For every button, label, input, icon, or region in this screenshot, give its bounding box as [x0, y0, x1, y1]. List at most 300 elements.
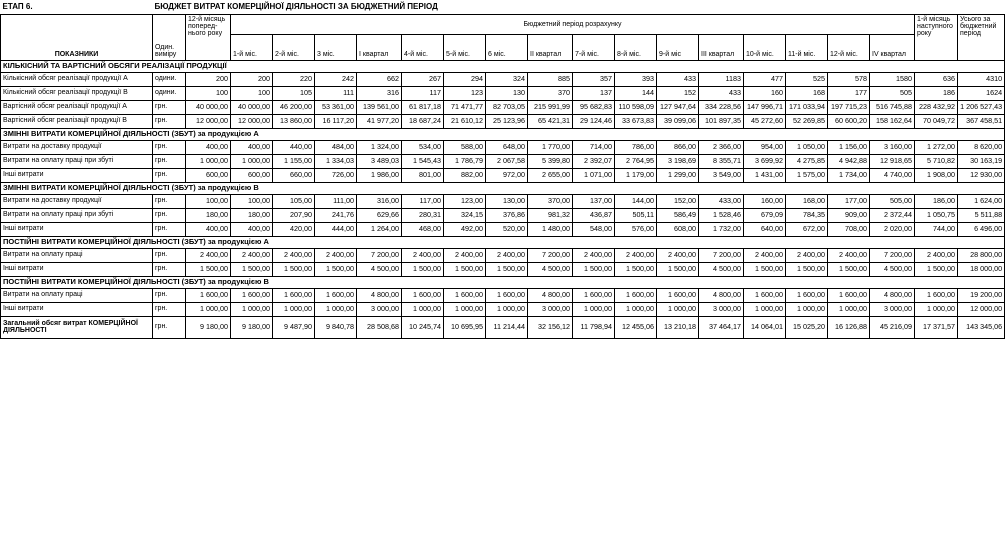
- row-value-4: 61 817,18: [402, 100, 444, 114]
- row-value-15: 505: [870, 86, 915, 100]
- row-value-5: 123: [444, 86, 486, 100]
- row-value-12: 640,00: [744, 222, 786, 236]
- row-value-14: 60 600,20: [828, 114, 870, 128]
- row-value-7: 1 480,00: [528, 222, 573, 236]
- row-unit: грн.: [153, 100, 186, 114]
- row-value-15: 3 000,00: [870, 302, 915, 316]
- row-value-15: 2 020,00: [870, 222, 915, 236]
- row-value-2: 241,76: [315, 208, 357, 222]
- grand-total-total-value: 143 345,06: [958, 316, 1005, 338]
- grand-total-value-6: 11 214,44: [486, 316, 528, 338]
- grand-total-unit: грн.: [153, 316, 186, 338]
- row-value-14: 197 715,23: [828, 100, 870, 114]
- row-value-10: 3 198,69: [657, 154, 699, 168]
- row-value-4: 801,00: [402, 168, 444, 182]
- row-value-1: 207,90: [273, 208, 315, 222]
- grand-total-value-9: 12 455,06: [615, 316, 657, 338]
- row-value-7: 885: [528, 72, 573, 86]
- row-value-1: 660,00: [273, 168, 315, 182]
- row-label: Витрати на оплату праці при збуті: [1, 208, 153, 222]
- section-header-row: [1, 60, 1005, 72]
- row-value-4: 1 600,00: [402, 288, 444, 302]
- row-value-13: 52 269,85: [786, 114, 828, 128]
- grand-total-value-15: 45 216,09: [870, 316, 915, 338]
- row-value-8: 95 682,83: [573, 100, 615, 114]
- row-value-0: 200: [231, 72, 273, 86]
- row-value-6: 1 000,00: [486, 302, 528, 316]
- header-period-15: IV квартал: [870, 35, 915, 60]
- row-total-value: 4310: [958, 72, 1005, 86]
- row-total-value: 8 620,00: [958, 140, 1005, 154]
- row-value-5: 1 000,00: [444, 302, 486, 316]
- row-value-10: 586,49: [657, 208, 699, 222]
- row-value-8: 357: [573, 72, 615, 86]
- row-value-2: 111,00: [315, 194, 357, 208]
- row-value-9: 1 600,00: [615, 288, 657, 302]
- row-value-0: 1 000,00: [231, 302, 273, 316]
- row-value-9: 1 500,00: [615, 262, 657, 276]
- row-value-1: 1 155,00: [273, 154, 315, 168]
- row-label: Інші витрати: [1, 168, 153, 182]
- row-value-3: 139 561,00: [357, 100, 402, 114]
- title-row: [1, 0, 1005, 14]
- title-stage: ЕТАП 6.: [2, 1, 33, 11]
- row-unit: грн.: [153, 154, 186, 168]
- row-prev-year-value: 40 000,00: [186, 100, 231, 114]
- row-total-value: 30 163,19: [958, 154, 1005, 168]
- row-value-14: 177: [828, 86, 870, 100]
- grand-total-label: [1, 316, 153, 338]
- row-value-10: 433: [657, 72, 699, 86]
- header-next-line2: наступного: [917, 22, 953, 30]
- row-label: Витрати на доставку продукції: [1, 140, 153, 154]
- row-value-11: 4 500,00: [699, 262, 744, 276]
- row-value-8: 2 392,07: [573, 154, 615, 168]
- section-header-row: [1, 276, 1005, 288]
- row-next-year-value: 1 050,75: [915, 208, 958, 222]
- row-value-5: 1 600,00: [444, 288, 486, 302]
- section-title: ЗМІННІ ВИТРАТИ КОМЕРЦІЙНОЇ ДІЯЛЬНОСТІ (ЗБУТ) за продукцією В: [1, 182, 1005, 194]
- row-value-12: 45 272,60: [744, 114, 786, 128]
- row-value-4: 2 400,00: [402, 248, 444, 262]
- row-value-9: 144: [615, 86, 657, 100]
- row-value-4: 534,00: [402, 140, 444, 154]
- row-value-3: 3 489,03: [357, 154, 402, 168]
- row-value-6: 1 600,00: [486, 288, 528, 302]
- row-prev-year-value: 12 000,00: [186, 114, 231, 128]
- row-value-0: 1 600,00: [231, 288, 273, 302]
- row-value-3: 7 200,00: [357, 248, 402, 262]
- row-value-15: 4 500,00: [870, 262, 915, 276]
- row-value-13: 2 400,00: [786, 248, 828, 262]
- row-value-5: 294: [444, 72, 486, 86]
- row-total-value: 1 206 527,43: [958, 100, 1005, 114]
- row-value-7: 370,00: [528, 194, 573, 208]
- row-value-12: 147 996,71: [744, 100, 786, 114]
- header-row-top: [1, 14, 1005, 35]
- row-value-8: 137: [573, 86, 615, 100]
- row-prev-year-value: 400,00: [186, 222, 231, 236]
- table-row: [1, 140, 1005, 154]
- row-next-year-value: 1 908,00: [915, 168, 958, 182]
- row-value-14: 1 734,00: [828, 168, 870, 182]
- table-row: [1, 194, 1005, 208]
- header-period-7: II квартал: [528, 35, 573, 60]
- header-period-14: 12-й міс.: [828, 35, 870, 60]
- row-prev-year-value: 200: [186, 72, 231, 86]
- row-value-9: 2 400,00: [615, 248, 657, 262]
- table-row: [1, 262, 1005, 276]
- row-value-7: 981,32: [528, 208, 573, 222]
- row-value-1: 2 400,00: [273, 248, 315, 262]
- row-value-11: 1 528,46: [699, 208, 744, 222]
- row-unit: грн.: [153, 194, 186, 208]
- row-value-10: 2 400,00: [657, 248, 699, 262]
- row-label: Витрати на оплату праці при збуті: [1, 154, 153, 168]
- row-value-3: 1 986,00: [357, 168, 402, 182]
- row-value-10: 1 000,00: [657, 302, 699, 316]
- row-prev-year-value: 1 000,00: [186, 154, 231, 168]
- row-value-8: 2 400,00: [573, 248, 615, 262]
- row-value-2: 484,00: [315, 140, 357, 154]
- header-next-line3: року: [917, 30, 932, 38]
- row-value-0: 600,00: [231, 168, 273, 182]
- header-unit-line1: Один.: [155, 43, 175, 51]
- row-next-year-value: 1 000,00: [915, 302, 958, 316]
- row-prev-year-value: 2 400,00: [186, 248, 231, 262]
- row-value-11: 3 000,00: [699, 302, 744, 316]
- row-next-year-value: 636: [915, 72, 958, 86]
- row-value-11: 433: [699, 86, 744, 100]
- row-value-13: 1 050,00: [786, 140, 828, 154]
- row-total-value: 19 200,00: [958, 288, 1005, 302]
- row-value-12: 1 500,00: [744, 262, 786, 276]
- row-value-1: 1 500,00: [273, 262, 315, 276]
- row-value-5: 21 610,12: [444, 114, 486, 128]
- row-value-5: 588,00: [444, 140, 486, 154]
- row-unit: грн.: [153, 208, 186, 222]
- row-prev-year-value: 100: [186, 86, 231, 100]
- row-value-2: 726,00: [315, 168, 357, 182]
- row-value-7: 215 991,99: [528, 100, 573, 114]
- row-value-7: 65 421,31: [528, 114, 573, 128]
- row-total-value: 1624: [958, 86, 1005, 100]
- row-value-6: 520,00: [486, 222, 528, 236]
- row-value-2: 2 400,00: [315, 248, 357, 262]
- row-value-15: 7 200,00: [870, 248, 915, 262]
- table-row: [1, 222, 1005, 236]
- row-value-15: 12 918,65: [870, 154, 915, 168]
- table-row: [1, 208, 1005, 222]
- row-value-2: 1 334,03: [315, 154, 357, 168]
- row-value-11: 8 355,71: [699, 154, 744, 168]
- row-label: Витрати на оплату праці: [1, 248, 153, 262]
- header-prev-line1: 12-й місяць: [188, 15, 226, 23]
- row-value-12: 160,00: [744, 194, 786, 208]
- row-value-11: 1183: [699, 72, 744, 86]
- row-total-value: 12 930,00: [958, 168, 1005, 182]
- row-value-5: 2 400,00: [444, 248, 486, 262]
- row-total-value: 5 511,88: [958, 208, 1005, 222]
- row-value-10: 1 600,00: [657, 288, 699, 302]
- row-total-value: 12 000,00: [958, 302, 1005, 316]
- grand-total-label-line1: Загальний обсяг витрат КОМЕРЦІЙНОЇ: [3, 319, 138, 327]
- table-row: [1, 100, 1005, 114]
- section-title: ПОСТІЙНІ ВИТРАТИ КОМЕРЦІЙНОЇ ДІЯЛЬНОСТІ (ЗБУТ) за продукцією А: [1, 236, 1005, 248]
- row-unit: грн.: [153, 168, 186, 182]
- row-value-3: 4 800,00: [357, 288, 402, 302]
- row-value-15: 505,00: [870, 194, 915, 208]
- row-value-2: 444,00: [315, 222, 357, 236]
- row-label: Кількісний обсяг реалізації продукції А: [1, 72, 153, 86]
- row-value-15: 516 745,88: [870, 100, 915, 114]
- row-value-10: 152: [657, 86, 699, 100]
- row-value-2: 53 361,00: [315, 100, 357, 114]
- grand-total-value-0: 9 180,00: [231, 316, 273, 338]
- row-value-7: 2 655,00: [528, 168, 573, 182]
- header-budget-period: Бюджетний період розрахунку: [231, 14, 915, 35]
- row-next-year-value: 228 432,92: [915, 100, 958, 114]
- table-row: [1, 248, 1005, 262]
- row-value-0: 400,00: [231, 140, 273, 154]
- row-value-8: 1 500,00: [573, 262, 615, 276]
- row-value-3: 316,00: [357, 194, 402, 208]
- row-value-3: 4 500,00: [357, 262, 402, 276]
- grand-total-value-10: 13 210,18: [657, 316, 699, 338]
- row-value-0: 1 500,00: [231, 262, 273, 276]
- header-prev-line3: нього року: [188, 30, 223, 38]
- grand-total-value-1: 9 487,90: [273, 316, 315, 338]
- row-value-12: 160: [744, 86, 786, 100]
- row-value-10: 866,00: [657, 140, 699, 154]
- row-unit: грн.: [153, 222, 186, 236]
- row-value-13: 1 600,00: [786, 288, 828, 302]
- row-value-13: 1 500,00: [786, 262, 828, 276]
- row-value-6: 324: [486, 72, 528, 86]
- row-value-2: 1 600,00: [315, 288, 357, 302]
- row-next-year-value: 1 600,00: [915, 288, 958, 302]
- row-value-11: 2 366,00: [699, 140, 744, 154]
- section-title: КІЛЬКІСНИЙ ТА ВАРТІСНИЙ ОБСЯГИ РЕАЛІЗАЦІЇ ПРОДУКЦІЇ: [1, 60, 1005, 72]
- grand-total-value-8: 11 798,94: [573, 316, 615, 338]
- row-value-12: 2 400,00: [744, 248, 786, 262]
- row-value-6: 648,00: [486, 140, 528, 154]
- table-row: [1, 288, 1005, 302]
- row-value-6: 2 400,00: [486, 248, 528, 262]
- section-header-row: [1, 236, 1005, 248]
- row-value-0: 12 000,00: [231, 114, 273, 128]
- row-value-3: 316: [357, 86, 402, 100]
- row-value-15: 2 372,44: [870, 208, 915, 222]
- header-unit-line2: виміру: [155, 51, 177, 59]
- section-header-row: [1, 182, 1005, 194]
- header-period-1: 2-й міс.: [273, 35, 315, 60]
- grand-total-value-12: 14 064,01: [744, 316, 786, 338]
- row-value-6: 376,86: [486, 208, 528, 222]
- table-row: [1, 154, 1005, 168]
- row-value-4: 1 500,00: [402, 262, 444, 276]
- row-value-0: 180,00: [231, 208, 273, 222]
- row-value-13: 1 000,00: [786, 302, 828, 316]
- row-value-0: 40 000,00: [231, 100, 273, 114]
- row-value-8: 1 071,00: [573, 168, 615, 182]
- table-row: [1, 114, 1005, 128]
- row-value-9: 110 598,09: [615, 100, 657, 114]
- row-value-7: 4 500,00: [528, 262, 573, 276]
- row-value-15: 4 800,00: [870, 288, 915, 302]
- row-value-2: 111: [315, 86, 357, 100]
- header-total-line3: період: [960, 30, 981, 38]
- grand-total-value-7: 32 156,12: [528, 316, 573, 338]
- row-value-4: 468,00: [402, 222, 444, 236]
- row-value-14: 1 600,00: [828, 288, 870, 302]
- row-total-value: 28 800,00: [958, 248, 1005, 262]
- grand-total-value-13: 15 025,20: [786, 316, 828, 338]
- row-value-10: 127 947,64: [657, 100, 699, 114]
- row-value-14: 1 500,00: [828, 262, 870, 276]
- row-value-14: 1 000,00: [828, 302, 870, 316]
- row-unit: грн.: [153, 248, 186, 262]
- table-row: [1, 72, 1005, 86]
- header-period-0: 1-й міс.: [231, 35, 273, 60]
- row-value-9: 1 179,00: [615, 168, 657, 182]
- row-value-13: 171 033,94: [786, 100, 828, 114]
- row-unit: грн.: [153, 114, 186, 128]
- row-value-5: 71 471,77: [444, 100, 486, 114]
- row-value-9: 786,00: [615, 140, 657, 154]
- header-period-8: 7-й міс.: [573, 35, 615, 60]
- row-total-value: 6 496,00: [958, 222, 1005, 236]
- row-value-13: 168: [786, 86, 828, 100]
- row-value-6: 25 123,96: [486, 114, 528, 128]
- row-value-1: 220: [273, 72, 315, 86]
- row-value-14: 708,00: [828, 222, 870, 236]
- row-unit: грн.: [153, 140, 186, 154]
- row-prev-year-value: 1 600,00: [186, 288, 231, 302]
- grand-total-value-2: 9 840,78: [315, 316, 357, 338]
- row-value-14: 4 942,88: [828, 154, 870, 168]
- row-value-6: 130,00: [486, 194, 528, 208]
- table-row: [1, 86, 1005, 100]
- section-title: ЗМІННІ ВИТРАТИ КОМЕРЦІЙНОЇ ДІЯЛЬНОСТІ (ЗБУТ) за продукцією А: [1, 128, 1005, 140]
- row-value-9: 1 000,00: [615, 302, 657, 316]
- row-value-4: 267: [402, 72, 444, 86]
- grand-total-row: [1, 316, 1005, 338]
- row-prev-year-value: 600,00: [186, 168, 231, 182]
- row-next-year-value: 2 400,00: [915, 248, 958, 262]
- row-value-8: 137,00: [573, 194, 615, 208]
- header-prev-year: [186, 14, 231, 60]
- row-value-8: 1 000,00: [573, 302, 615, 316]
- header-period-10: 9-й міс: [657, 35, 699, 60]
- row-value-7: 5 399,80: [528, 154, 573, 168]
- row-label: Інші витрати: [1, 262, 153, 276]
- row-next-year-value: 1 500,00: [915, 262, 958, 276]
- row-label: Інші витрати: [1, 222, 153, 236]
- row-value-4: 1 545,43: [402, 154, 444, 168]
- row-value-8: 548,00: [573, 222, 615, 236]
- row-value-0: 1 000,00: [231, 154, 273, 168]
- header-next-line1: 1-й місяць: [917, 15, 951, 23]
- row-value-12: 1 431,00: [744, 168, 786, 182]
- header-period-3: I квартал: [357, 35, 402, 60]
- row-label: Вартісний обсяг реалізації продукції В: [1, 114, 153, 128]
- row-value-0: 100: [231, 86, 273, 100]
- header-prev-line2: поперед-: [188, 22, 218, 30]
- row-value-10: 608,00: [657, 222, 699, 236]
- row-value-7: 1 770,00: [528, 140, 573, 154]
- row-next-year-value: 70 049,72: [915, 114, 958, 128]
- row-value-11: 7 200,00: [699, 248, 744, 262]
- row-value-14: 909,00: [828, 208, 870, 222]
- header-period-12: 10-й міс.: [744, 35, 786, 60]
- header-period-5: 5-й міс.: [444, 35, 486, 60]
- row-value-10: 39 099,06: [657, 114, 699, 128]
- row-value-3: 3 000,00: [357, 302, 402, 316]
- row-value-1: 46 200,00: [273, 100, 315, 114]
- row-value-6: 2 067,58: [486, 154, 528, 168]
- row-next-year-value: 1 272,00: [915, 140, 958, 154]
- row-value-5: 1 786,79: [444, 154, 486, 168]
- header-indicators: ПОКАЗНИКИ: [1, 14, 153, 60]
- row-value-2: 1 500,00: [315, 262, 357, 276]
- row-value-2: 242: [315, 72, 357, 86]
- row-value-15: 1580: [870, 72, 915, 86]
- row-value-15: 4 740,00: [870, 168, 915, 182]
- row-value-4: 1 000,00: [402, 302, 444, 316]
- row-prev-year-value: 1 000,00: [186, 302, 231, 316]
- row-value-1: 420,00: [273, 222, 315, 236]
- row-value-3: 1 324,00: [357, 140, 402, 154]
- row-value-4: 280,31: [402, 208, 444, 222]
- row-value-11: 1 732,00: [699, 222, 744, 236]
- grand-total-value-14: 16 126,88: [828, 316, 870, 338]
- row-value-10: 1 299,00: [657, 168, 699, 182]
- row-value-9: 144,00: [615, 194, 657, 208]
- row-value-14: 578: [828, 72, 870, 86]
- row-value-13: 1 575,00: [786, 168, 828, 182]
- row-value-9: 393: [615, 72, 657, 86]
- row-next-year-value: 186,00: [915, 194, 958, 208]
- row-value-8: 1 600,00: [573, 288, 615, 302]
- header-period-2: 3 міс.: [315, 35, 357, 60]
- row-value-5: 882,00: [444, 168, 486, 182]
- row-value-12: 477: [744, 72, 786, 86]
- grand-total-value-3: 28 508,68: [357, 316, 402, 338]
- row-value-5: 324,15: [444, 208, 486, 222]
- row-value-3: 629,66: [357, 208, 402, 222]
- grand-total-value-11: 37 464,17: [699, 316, 744, 338]
- header-period-9: 8-й міс.: [615, 35, 657, 60]
- row-value-5: 492,00: [444, 222, 486, 236]
- row-value-10: 152,00: [657, 194, 699, 208]
- row-value-11: 433,00: [699, 194, 744, 208]
- row-value-1: 13 860,00: [273, 114, 315, 128]
- table-row: [1, 302, 1005, 316]
- row-value-1: 1 000,00: [273, 302, 315, 316]
- row-total-value: 18 000,00: [958, 262, 1005, 276]
- row-value-1: 105,00: [273, 194, 315, 208]
- row-value-4: 117,00: [402, 194, 444, 208]
- row-label: Кількісний обсяг реалізації продукції В: [1, 86, 153, 100]
- row-value-14: 177,00: [828, 194, 870, 208]
- row-value-9: 33 673,83: [615, 114, 657, 128]
- header-total: [958, 14, 1005, 60]
- row-value-5: 123,00: [444, 194, 486, 208]
- row-value-15: 3 160,00: [870, 140, 915, 154]
- row-value-9: 505,11: [615, 208, 657, 222]
- row-value-9: 576,00: [615, 222, 657, 236]
